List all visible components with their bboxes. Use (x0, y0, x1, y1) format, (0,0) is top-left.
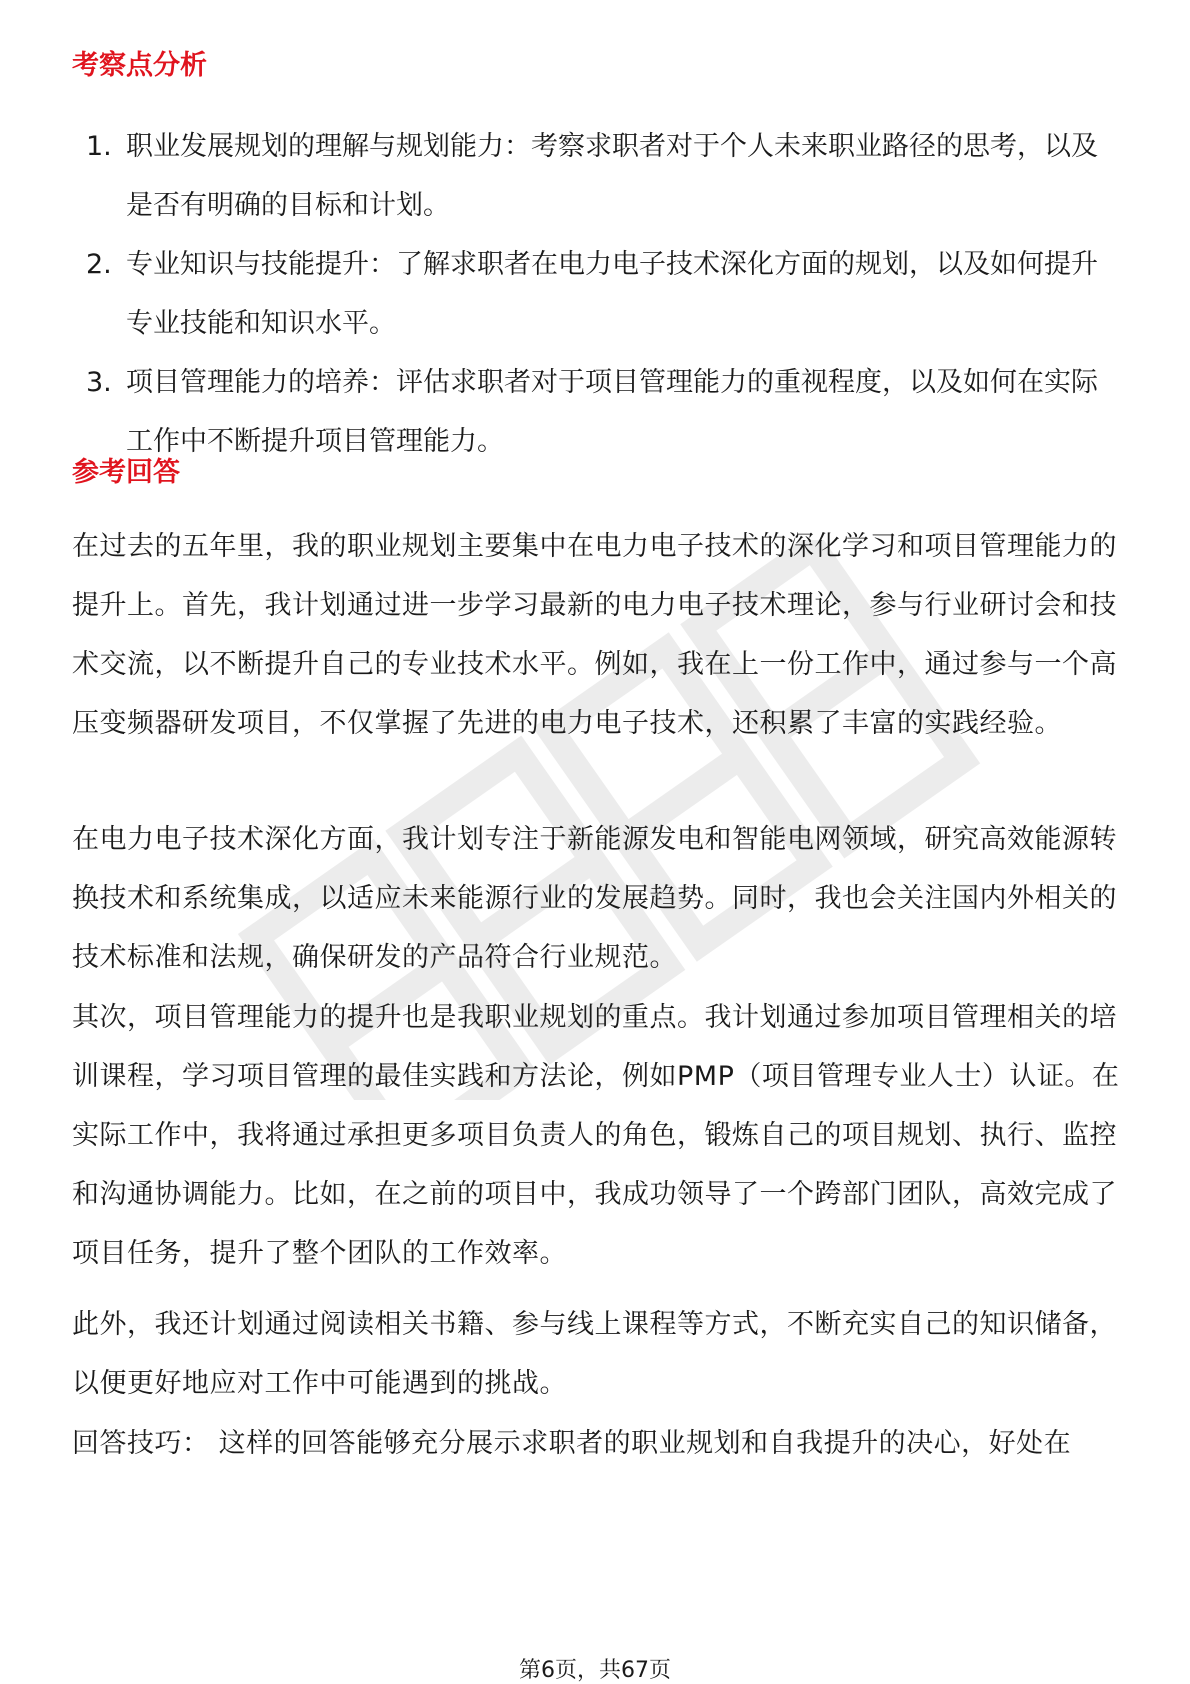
list-item (72, 117, 1122, 235)
paragraph: 其次，项目管理能力的提升也是我职业规划的重点。我计划通过参加项目管理相关的培训课程，学习项目管理的最佳实践和方法论，例如PMP（项目管理专业人士）认证。在实际工作中，我将通过承担更多项目负责人的角色，锻炼自己的项目规划、执行、监控和沟通协调能力。比如，在之前的项目中，我成功领导了一个跨部门团队，高效完成了项目任务，提升了整个团队的工作效率。 (72, 1002, 1120, 1269)
list-item-number: 2. (86, 249, 112, 280)
list-item-text: 职业发展规划的理解与规划能力：考察求职者对于个人未来职业路径的思考，以及是否有明确的目标和计划。 (126, 131, 1098, 221)
paragraph: 在过去的五年里，我的职业规划主要集中在电力电子技术的深化学习和项目管理能力的提升上。首先，我计划通过进一步学习最新的电力电子技术理论，参与行业研讨会和技术交流，以不断提升自己的专业技术水平。例如，我在上一份工作中，通过参与一个高压变频器研发项目，不仅掌握了先进的电力电子技术，还积累了丰富的实践经验。 (72, 531, 1117, 739)
list-item (72, 235, 1122, 353)
answer-heading: 参考回答 (72, 457, 180, 488)
list-item-number: 1. (86, 131, 112, 162)
paragraph: 在电力电子技术深化方面，我计划专注于新能源发电和智能电网领域，研究高效能源转换技术和系统集成，以适应未来能源行业的发展趋势。同时，我也会关注国内外相关的技术标准和法规，确保研发的产品符合行业规范。 (72, 824, 1117, 973)
list-item (72, 353, 1122, 471)
analysis-list (72, 117, 1122, 471)
list-item-text: 专业知识与技能提升：了解求职者在电力电子技术深化方面的规划，以及如何提升专业技能和知识水平。 (126, 249, 1098, 339)
list-item-number: 3. (86, 367, 112, 398)
list-item-text: 项目管理能力的培养：评估求职者对于项目管理能力的重视程度，以及如何在实际工作中不断提升项目管理能力。 (126, 367, 1098, 457)
analysis-heading: 考察点分析 (72, 50, 207, 81)
page-number: 第6页，共67页 (519, 1658, 671, 1683)
paragraph: 此外，我还计划通过阅读相关书籍、参与线上课程等方式，不断充实自己的知识储备，以便更好地应对工作中可能遇到的挑战。 (72, 1309, 1117, 1399)
paragraph: 回答技巧： 这样的回答能够充分展示求职者的职业规划和自我提升的决心，好处在 (72, 1428, 1072, 1459)
